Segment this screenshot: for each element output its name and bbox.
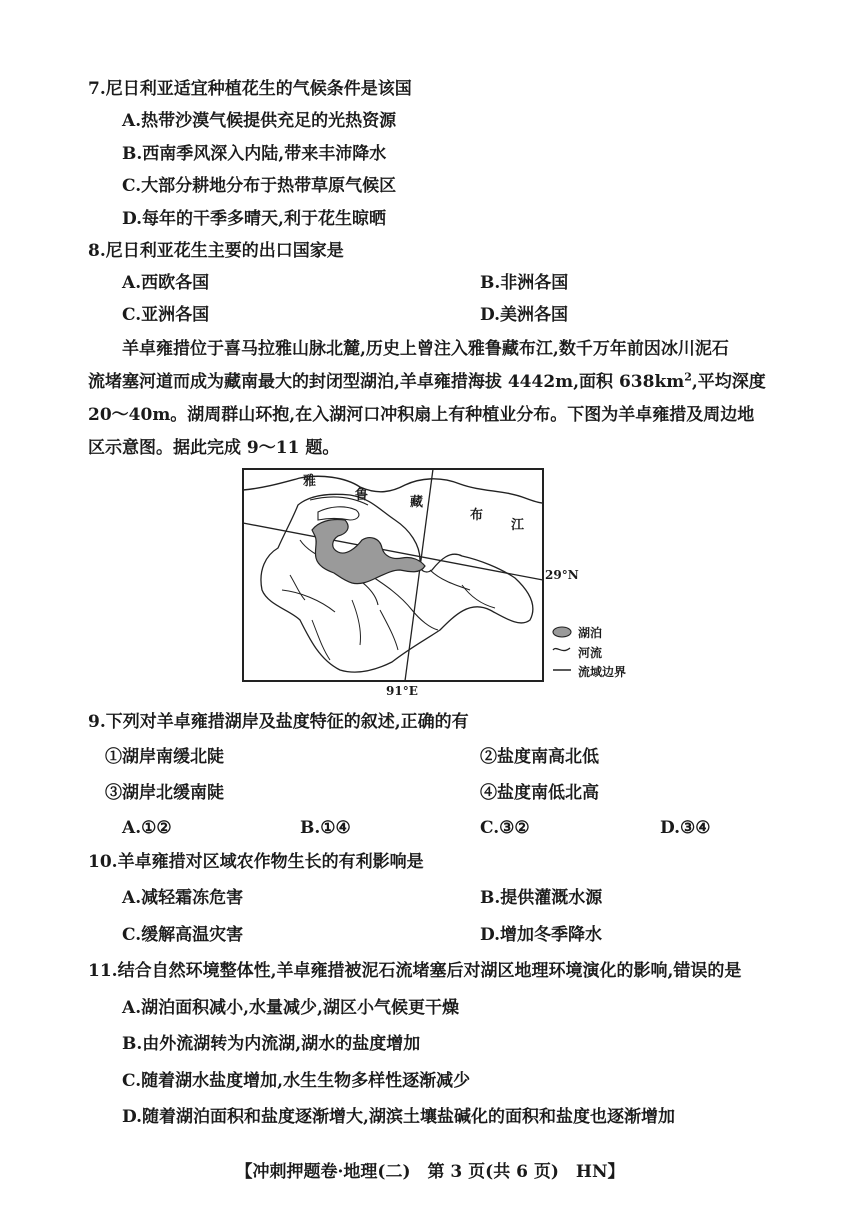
q11-option-b: B.由外流湖转为内流湖,湖水的盐度增加: [122, 1034, 421, 1054]
q8-option-b: B.非洲各国: [480, 273, 569, 293]
page-footer: 【冲刺押题卷·地理(二) 第 3 页(共 6 页) HN】: [235, 1162, 625, 1182]
q10-option-d: D.增加冬季降水: [480, 925, 603, 945]
q7-option-c: C.大部分耕地分布于热带草原气候区: [122, 176, 397, 196]
river-label-4: 布: [470, 508, 484, 523]
legend-lake-label: 湖泊: [578, 626, 603, 640]
q11-option-d: D.随着湖泊面积和盐度逐渐增大,湖滨土壤盐碱化的面积和盐度也逐渐增加: [122, 1107, 675, 1127]
q10-option-c: C.缓解高温灾害: [122, 925, 244, 945]
q9-statement-1: ①湖岸南缓北陡: [105, 747, 224, 767]
q8-stem: 8.尼日利亚花生主要的出口国家是: [88, 241, 344, 261]
passage-line-2a: 流堵塞河道而成为藏南最大的封闭型湖泊,羊卓雍措海拔 4442m,面积 638km: [88, 372, 685, 392]
q8-option-d: D.美洲各国: [480, 305, 569, 325]
q11-option-c: C.随着湖水盐度增加,水生生物多样性逐渐减少: [122, 1071, 471, 1091]
q8-option-a: A.西欧各国: [122, 273, 210, 293]
q11-stem: 11.结合自然环境整体性,羊卓雍措被泥石流堵塞后对湖区地理环境演化的影响,错误的是: [88, 961, 742, 981]
passage-line-2b: ,平均深度: [691, 372, 766, 392]
passage-line-1: 羊卓雍措位于喜马拉雅山脉北麓,历史上曾注入雅鲁藏布江,数千万年前因冰川泥石: [122, 339, 729, 359]
q10-option-a: A.减轻霜冻危害: [122, 888, 244, 908]
legend-lake-swatch: [553, 627, 571, 637]
q9-option-d: D.③④: [660, 818, 711, 838]
passage-line-4: 区示意图。据此完成 9～11 题。: [88, 438, 340, 458]
map-frame: [243, 469, 543, 681]
q7-option-b: B.西南季风深入内陆,带来丰沛降水: [122, 144, 387, 164]
q10-option-b: B.提供灌溉水源: [480, 888, 603, 908]
lake-shape: [312, 519, 425, 583]
q9-statement-2: ②盐度南高北低: [480, 747, 599, 767]
river-label-1: 雅: [303, 474, 317, 489]
q10-stem: 10.羊卓雍措对区域农作物生长的有利影响是: [88, 852, 424, 872]
river-label-2: 鲁: [355, 488, 369, 503]
q7-option-d: D.每年的干季多晴天,利于花生晾晒: [122, 209, 386, 229]
passage-line-3: 20～40m。湖周群山环抱,在入湖河口冲积扇上有种植业分布。下图为羊卓雍措及周边地: [88, 405, 755, 425]
q9-option-c: C.③②: [480, 818, 530, 838]
legend-boundary-label: 流域边界: [578, 665, 627, 679]
legend-river-label: 河流: [578, 646, 603, 660]
legend-river-swatch: [553, 648, 570, 651]
q11-option-a: A.湖泊面积减小,水量减少,湖区小气候更干燥: [122, 998, 459, 1018]
q7-option-a: A.热带沙漠气候提供充足的光热资源: [122, 111, 397, 131]
q9-option-b: B.①④: [300, 818, 351, 838]
q9-option-a: A.①②: [122, 818, 172, 838]
latitude-label: 29°N: [545, 568, 579, 582]
q7-stem: 7.尼日利亚适宜种植花生的气候条件是该国: [88, 79, 412, 99]
q8-option-c: C.亚洲各国: [122, 305, 210, 325]
river-label-3: 藏: [410, 495, 424, 510]
q9-stem: 9.下列对羊卓雍措湖岸及盐度特征的叙述,正确的有: [88, 712, 469, 732]
passage-superscript: 2: [684, 370, 692, 384]
river-label-5: 江: [511, 518, 525, 533]
longitude-label: 91°E: [386, 684, 418, 698]
q9-statement-3: ③湖岸北缓南陡: [105, 783, 224, 803]
yarlung-river: [243, 476, 543, 503]
q9-statement-4: ④盐度南低北高: [480, 783, 599, 803]
